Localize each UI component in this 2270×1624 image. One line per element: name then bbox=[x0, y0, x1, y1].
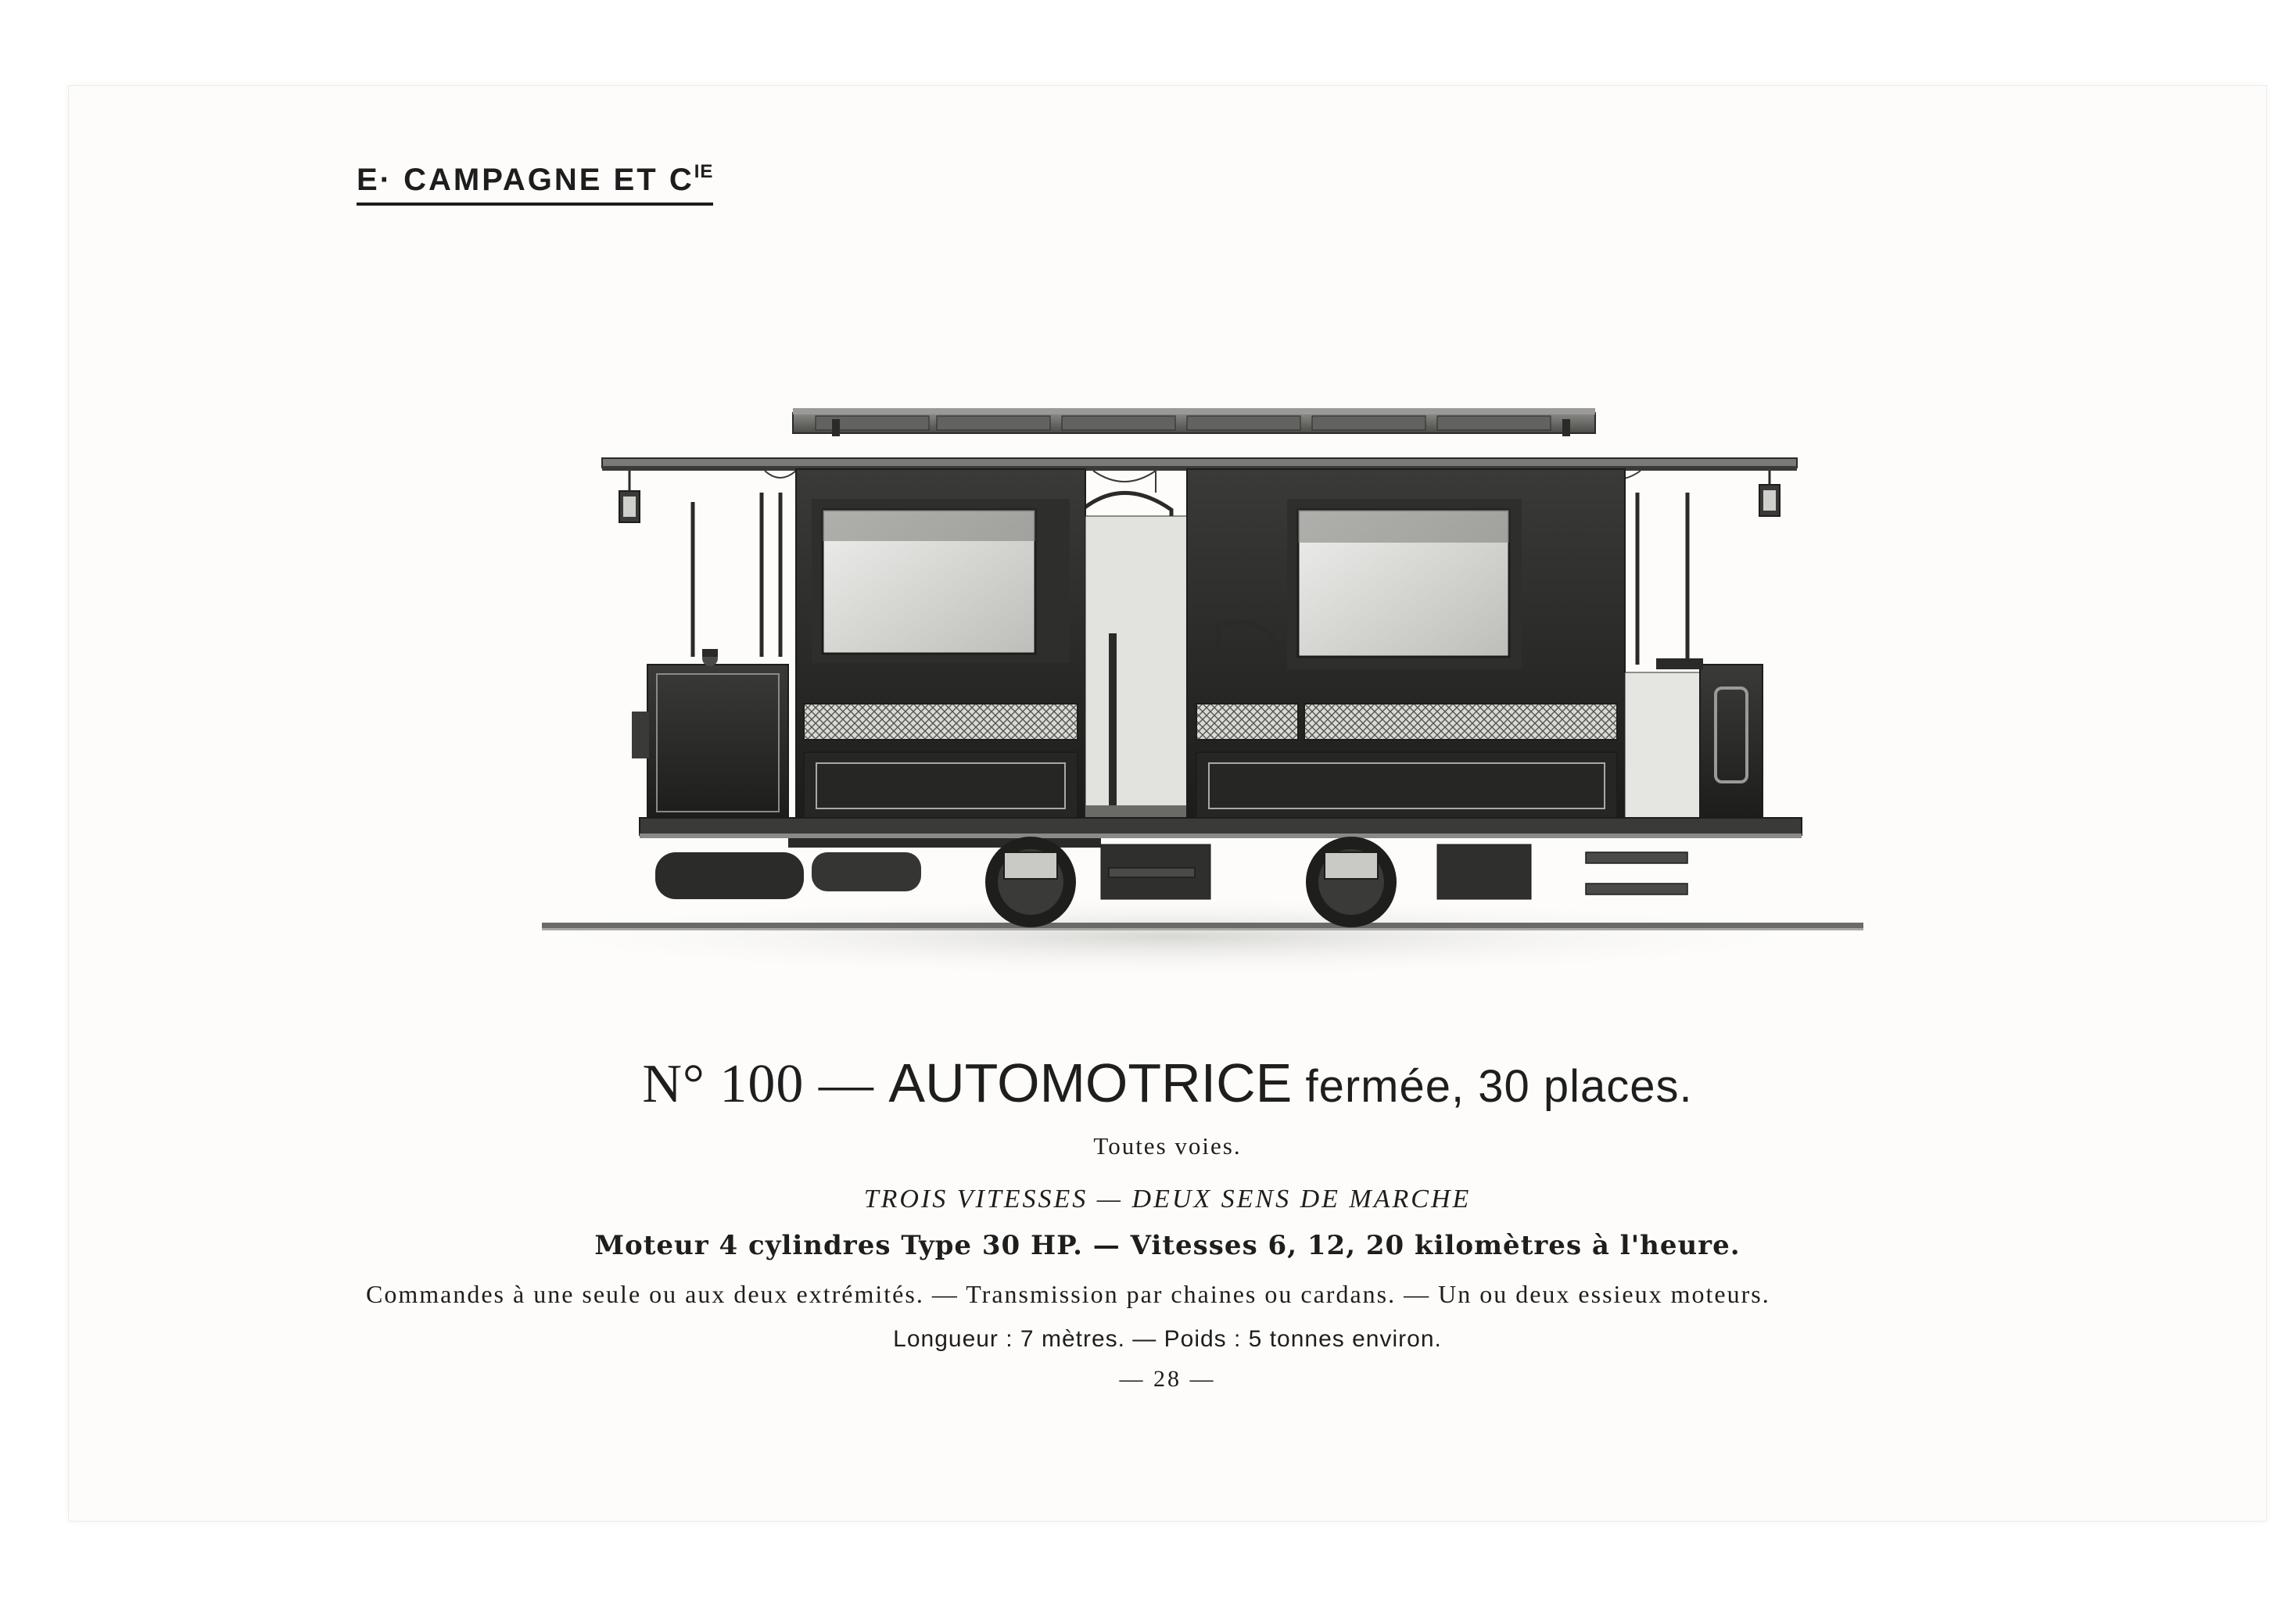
dimensions-line: Longueur : 7 mètres. — Poids : 5 tonnes environ. bbox=[893, 1326, 1442, 1352]
tramway-illustration bbox=[468, 305, 1875, 993]
model-title bbox=[69, 1052, 2266, 1116]
track-line: Toutes voies. bbox=[1093, 1132, 1242, 1160]
page-number: — 28 — bbox=[1119, 1366, 1216, 1392]
model-description: fermée, 30 places. bbox=[1292, 1061, 1693, 1112]
company-suffix: IE bbox=[694, 161, 714, 182]
engine-line: Moteur 4 cylindres Type 30 HP. — Vitesses 6, 12, 20 kilomètres à l'heure. bbox=[594, 1230, 1741, 1261]
speeds-direction-line: TROIS VITESSES — DEUX SENS DE MARCHE bbox=[863, 1185, 1472, 1214]
company-header bbox=[357, 161, 713, 206]
catalogue-sheet bbox=[69, 86, 2266, 1521]
model-number: N° 100 — bbox=[642, 1054, 889, 1114]
model-type: AUTOMOTRICE bbox=[888, 1052, 1293, 1113]
controls-line: Commandes à une seule ou aux deux extrémités. — Transmission par chaines ou cardans. — Un ou deux essieux moteurs. bbox=[366, 1280, 1770, 1308]
company-name: E· CAMPAGNE ET C bbox=[357, 163, 694, 197]
